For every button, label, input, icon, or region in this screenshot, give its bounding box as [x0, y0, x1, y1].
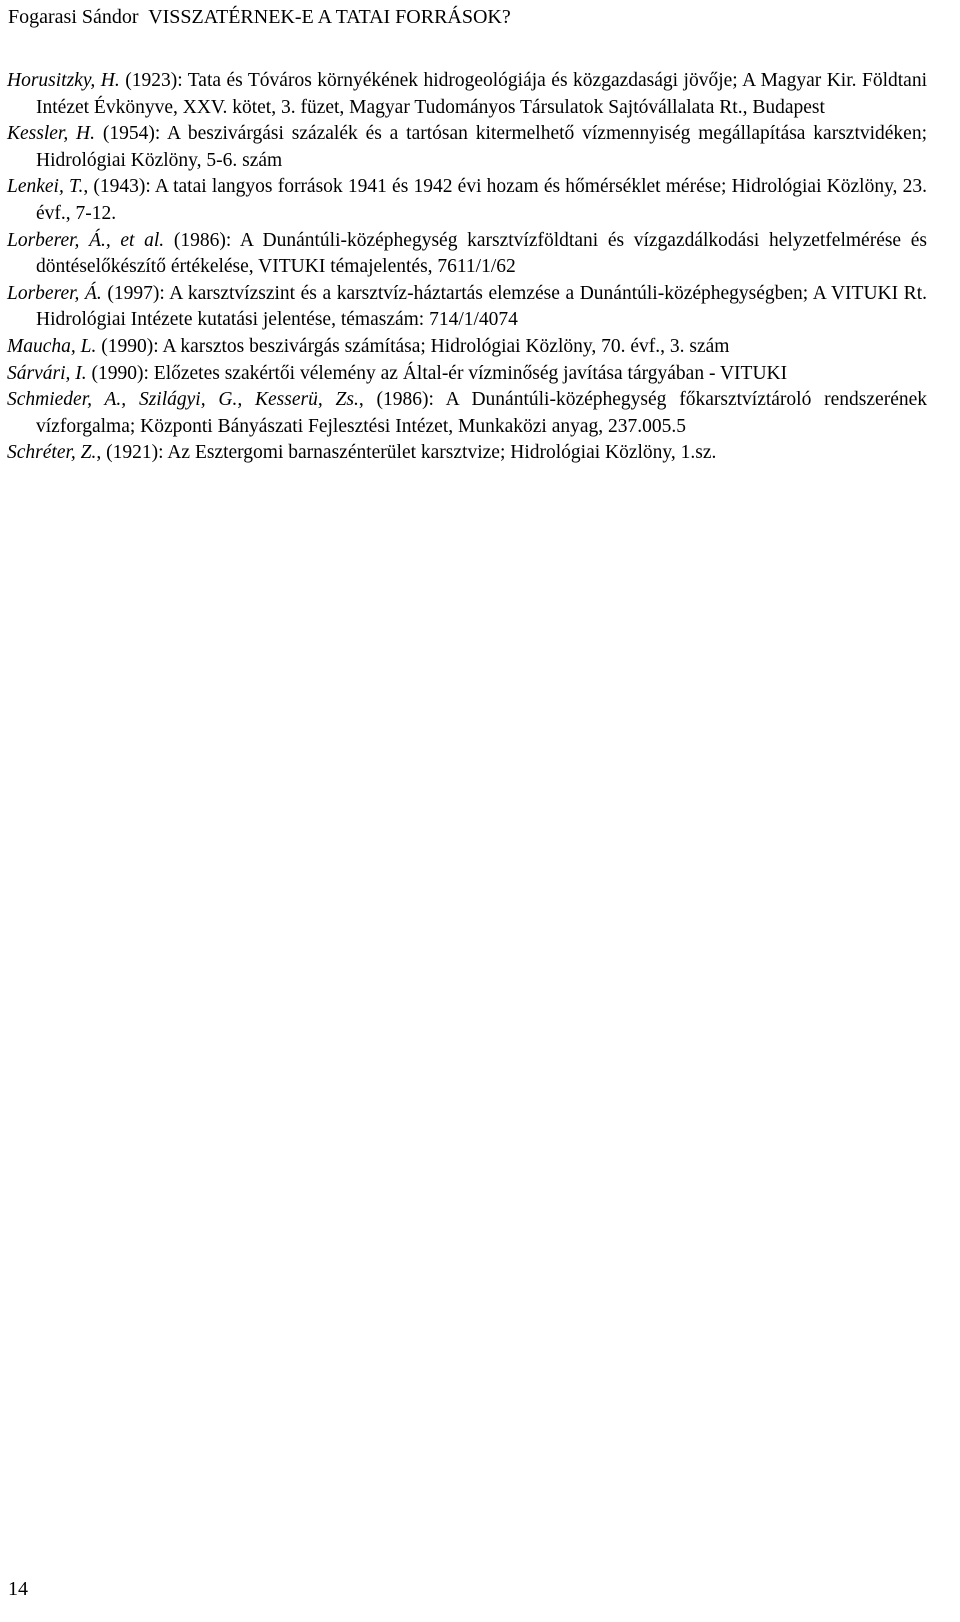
reference-entry — [7, 361, 927, 388]
reference-entry — [7, 281, 927, 334]
reference-text: (1923): Tata és Tóváros környékének hidrogeológiája és közgazdasági jövője; A Magyar Kir. Földtani Intézet Évkönyve, XXV. kötet, 3. füzet, Magyar Tudományos Társulatok Sajtóvállalata Rt., Budapest — [36, 70, 927, 118]
reference-author: Kessler, H. — [7, 123, 96, 145]
reference-author: Lenkei, T. — [7, 176, 84, 198]
reference-text: (1990): A karsztos beszivárgás számítása; Hidrológiai Közlöny, 70. évf., 3. szám — [96, 335, 730, 357]
reference-list — [7, 68, 927, 467]
reference-entry — [7, 228, 927, 281]
reference-author: Lorberer, Á. — [7, 282, 102, 304]
reference-text: (1990): Előzetes szakértői vélemény az Által-ér vízminőség javítása tárgyában - VITUKI — [86, 362, 788, 384]
reference-entry — [7, 68, 927, 121]
reference-author: Sárvári, I. — [7, 362, 87, 384]
reference-author: Schréter, Z. — [7, 442, 97, 464]
header-author: Fogarasi Sándor — [8, 6, 139, 28]
reference-text: , (1986): A Dunántúli-középhegység főkarsztvíztároló rendszerének vízforgalma; Központi Bányászati Fejlesztési Intézet, Munkaközi anyag, 237.005.5 — [36, 389, 927, 437]
reference-entry — [7, 387, 927, 440]
reference-text: , (1921): Az Esztergomi barnaszénterület karsztvize; Hidrológiai Közlöny, 1.sz. — [96, 442, 717, 464]
reference-text: , (1943): A tatai langyos források 1941 és 1942 évi hozam és hőmérséklet mérése; Hidrológiai Közlöny, 23. évf., 7-12. — [36, 176, 927, 224]
reference-text: (1997): A karsztvízszint és a karsztvíz-háztartás elemzése a Dunántúli-középhegységben; A VITUKI Rt. Hidrológiai Intézete kutatási jelentése, témaszám: 714/1/4074 — [36, 282, 927, 331]
reference-text: (1954): A beszivárgási százalék és a tartósan kitermelhető vízmennyiség megállapítása karsztvidéken; Hidrológiai Közlöny, 5-6. szám — [36, 123, 928, 171]
reference-author: Lorberer, Á., et al. — [7, 229, 165, 251]
reference-entry — [7, 121, 927, 174]
running-header — [8, 4, 948, 30]
header-title: VISSZATÉRNEK-E A TATAI FORRÁSOK? — [148, 6, 511, 28]
reference-entry — [7, 174, 927, 227]
page-number: 14 — [8, 1578, 28, 1600]
reference-entry — [7, 440, 927, 467]
reference-author: Maucha, L. — [7, 335, 97, 357]
reference-author: Horusitzky, H. — [7, 70, 120, 91]
reference-entry — [7, 334, 927, 361]
reference-text: (1986): A Dunántúli-középhegység karsztvízföldtani és vízgazdálkodási helyzetfelmérése és döntéselőkészítő értékelése, VITUKI témajelentés, 7611/1/62 — [36, 229, 927, 278]
reference-author: Schmieder, A., Szilágyi, G., Kesserü, Zs. — [7, 389, 359, 411]
